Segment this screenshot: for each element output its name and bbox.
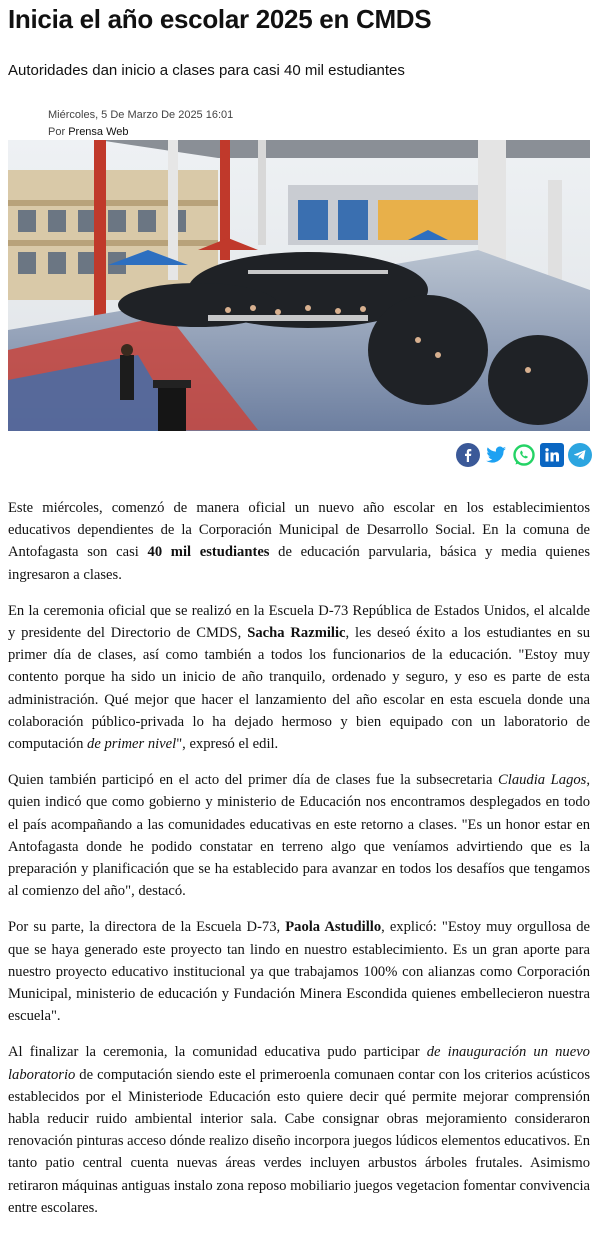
- author-link[interactable]: Prensa Web: [68, 126, 129, 138]
- undersecretary-name: Claudia Lagos: [498, 772, 587, 789]
- highlight-students: 40 mil estudiantes: [147, 544, 270, 561]
- paragraph-3: Quien también participó en el acto del primer día de clases fue la subsecretaria Claudia Lagos, quien indicó que como gobierno y ministerio de Educación nos encontramos desplegados en todo el país acompañando a las comunidades educativas en este retorno a clases. "Es un honor estar en Antofagasta donde he podido constatar en terreno algo que veníamos advirtiendo que es la preparación y planificación que se ha establecido para avanzar en todos los desafíos que tengamos al comienzo del año", destacó.: [8, 772, 591, 900]
- facebook-icon[interactable]: [456, 443, 480, 467]
- twitter-icon[interactable]: [484, 443, 508, 467]
- paragraph-5: Al finalizar la ceremonia, la comunidad educativa pudo participar de inauguración un nuevo laboratorio de computación siendo este el primeroenla comunaen contar con los criterios acústicos establecidos por el Ministeriode Educación esto quiere decir qué permite mejorar comprensión habla reducir ruido ambiental interior sala. Cabe consignar obras mejoramiento consideraron renovación pinturas acceso dónde realizo diseño incorpora juegos lúdicos elementos educativos. En tanto patio central cuenta nuevas áreas verdes incluyen arbustos árboles frutales. Asimismo retiraron máquinas antiguas instalo zona reposo mobiliario juegos vegetacion fomentar convivencia entre escolares.: [8, 1044, 590, 1216]
- article-title: Inicia el año escolar 2025 en CMDS: [8, 4, 432, 34]
- article-body: [8, 497, 590, 1233]
- linkedin-icon[interactable]: [540, 443, 564, 467]
- whatsapp-icon[interactable]: [512, 443, 536, 467]
- telegram-icon[interactable]: [568, 443, 592, 467]
- article-meta: [48, 107, 233, 141]
- article-subtitle: Autoridades dan inicio a clases para casi 40 mil estudiantes: [8, 62, 405, 79]
- paragraph-4: Por su parte, la directora de la Escuela D-73, Paola Astudillo, explicó: "Estoy muy orgullosa de que se haya generado este proyecto tan lindo en nuestro establecimiento. Es un gran aporte para nuestro proyecto educativo institucional ya que trabajamos 100% con alianzas como Corporación Municipal, ministerio de educación y Fundación Minera Escondida quienes embellecieron nuestra escuela".: [8, 919, 590, 1025]
- mayor-name: Sacha Razmilic: [247, 625, 346, 642]
- paragraph-2: En la ceremonia oficial que se realizó en la Escuela D-73 República de Estados Unidos, el alcalde y presidente del Directorio de CMDS, Sacha Razmilic, les deseó éxito a los estudiantes en su primer día de clases, así como también a todos los funcionarios de la educación. "Estoy muy contento porque ha sido un inicio de año tranquilo, ordenado y seguro, y eso es parte de esta administración. Qué mejor que hacer el lanzamiento del año escolar en esta escuela donde una colaboración público-privada lo ha dejado hermoso y bien equipado con un laboratorio de computación de primer nivel", expresó el edil.: [8, 602, 591, 753]
- byline: [48, 124, 233, 141]
- hero-photo: [8, 140, 590, 431]
- byline-label: Por: [48, 126, 66, 138]
- paragraph-1: Este miércoles, comenzó de manera oficial un nuevo año escolar en los establecimientos educativos dependientes de la Corporación Municipal de Desarrollo Social. En la comuna de Antofagasta son casi 40 mil estudiantes de educación parvularia, básica y media quienes ingresaron a clases.: [8, 500, 591, 583]
- director-name: Paola Astudillo: [285, 919, 382, 936]
- publish-date: Miércoles, 5 De Marzo De 2025 16:01: [48, 109, 234, 121]
- share-bar: [456, 443, 592, 467]
